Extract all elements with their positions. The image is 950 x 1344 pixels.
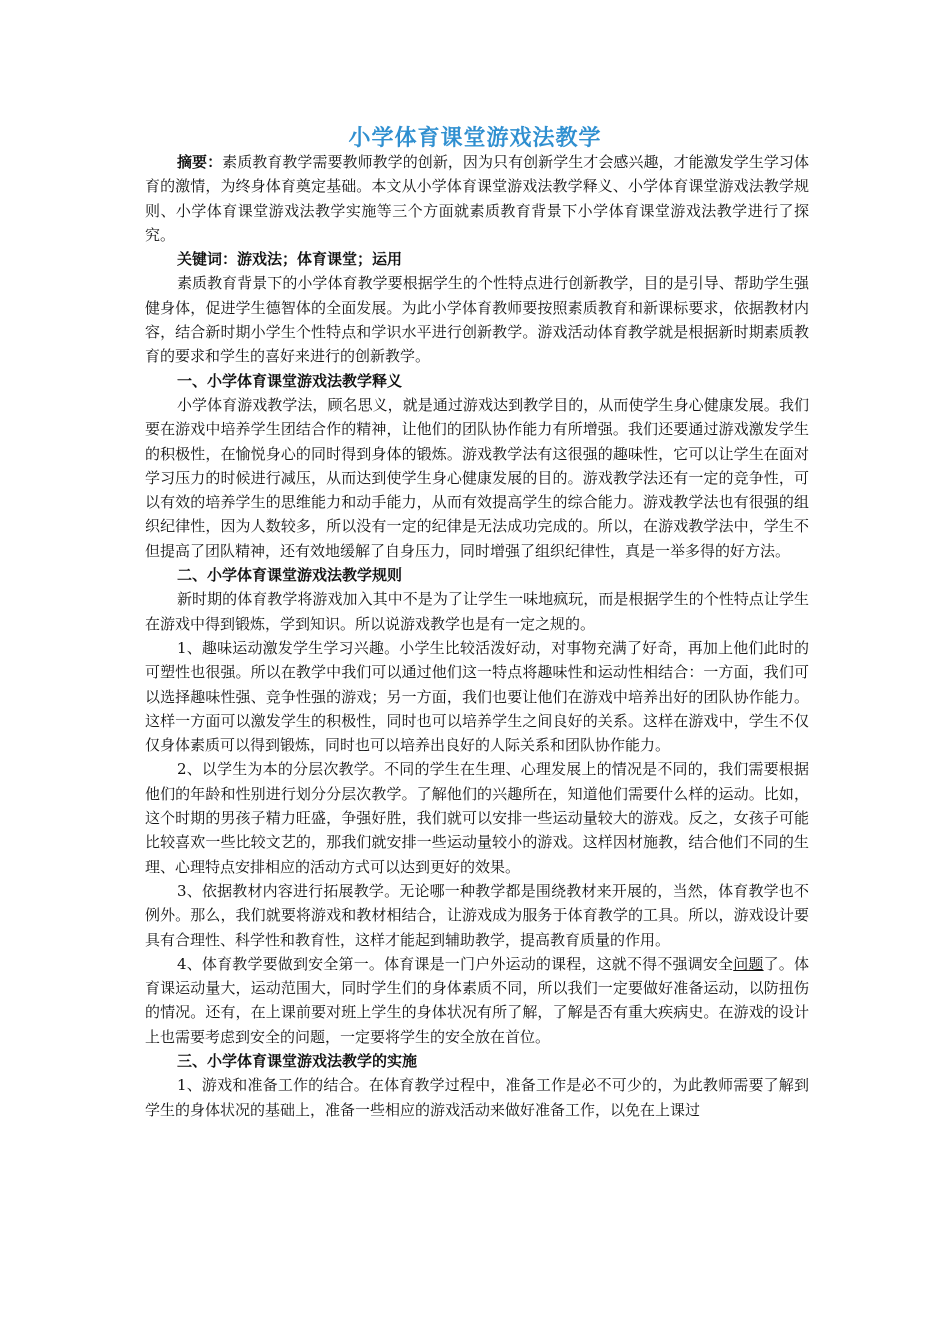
section3-heading: 三、小学体育课堂游戏法教学的实施 — [177, 1051, 418, 1070]
keywords-text: 游戏法；体育课堂；运用 — [237, 250, 403, 269]
abstract-label: 摘要： — [177, 153, 223, 171]
section2-intro-paragraph: 新时期的体育教学将游戏加入其中不是为了让学生一味地疯玩，而是根据学生的个性特点让学生在游戏中得到锻炼，学到知识。所以说游戏教学也是有一定之规的。 — [145, 590, 809, 633]
section2-item3-paragraph: 3、依据教材内容进行拓展教学。无论哪一种教学都是围绕教材来开展的，当然，体育教学也不例外。那么，我们就要将游戏和教材相结合，让游戏成为服务于体育教学的工具。所以，游戏设计要具有合理性、科学性和教育性，这样才能起到辅助教学，提高教育质量的作用。 — [145, 881, 809, 949]
item4-text-before: 4、体育教学要做到安全第一。体育课是一门户外运动的课程，这就不得不强调安全 — [177, 954, 734, 973]
section3-item1-paragraph: 1、游戏和准备工作的结合。在体育教学过程中，准备工作是必不可少的，为此教师需要了解到学生的身体状况的基础上，准备一些相应的游戏活动来做好准备工作，以免在上课过 — [145, 1076, 809, 1119]
item4-text-after: 了。体育课运动量大，运动范围大，同时学生们的身体素质不同，所以我们一定要做好准备运动，以防扭伤的情况。还有，在上课前要对班上学生的身体状况有所了解，了解是否有重大疾病史。在游戏的设计上也需要考虑到安全的问题，一定要将学生的安全放在首位。 — [145, 954, 809, 1046]
item4-underlined-link[interactable]: 问题 — [733, 954, 764, 973]
section1-heading: 一、小学体育课堂游戏法教学释义 — [177, 371, 403, 390]
keywords-paragraph — [145, 247, 809, 271]
section2-item2-paragraph: 2、以学生为本的分层次教学。不同的学生在生理、心理发展上的情况是不同的，我们需要根据他们的年龄和性别进行划分分层次教学。了解他们的兴趣所在，知道他们需要什么样的运动。比如，这个时期的男孩子精力旺盛，争强好胜，我们就可以安排一些运动量较大的游戏。反之，女孩子可能比较喜欢一些比较文艺的，那我们就安排一些运动量较小的游戏。这样因材施教，结合他们不同的生理、心理特点安排相应的活动方式可以达到更好的效果。 — [145, 760, 809, 876]
abstract-paragraph — [145, 150, 809, 247]
document-body — [145, 150, 809, 1122]
keywords-label: 关键词： — [177, 250, 238, 269]
intro-paragraph: 素质教育背景下的小学体育教学要根据学生的个性特点进行创新教学，目的是引导、帮助学生强健身体，促进学生德智体的全面发展。为此小学体育教师要按照素质教育和新课标要求，依据教材内容，结合新时期小学生个性特点和学识水平进行创新教学。游戏活动体育教学就是根据新时期素质教育的要求和学生的喜好来进行的创新教学。 — [145, 274, 809, 366]
section1-paragraph: 小学体育游戏教学法，顾名思义，就是通过游戏达到教学目的，从而使学生身心健康发展。我们要在游戏中培养学生团结合作的精神，让他们的团队协作能力有所增强。我们还要通过游戏激发学生的积极性，在愉悦身心的同时得到身体的锻炼。游戏教学法有这很强的趣味性，它可以让学生在面对学习压力的时候进行减压，从而达到使学生身心健康发展的目的。游戏教学法还有一定的竞争性，可以有效的培养学生的思维能力和动手能力，从而有效提高学生的综合能力。游戏教学法也有很强的组织纪律性，因为人数较多，所以没有一定的纪律是无法成功完成的。所以，在游戏教学法中，学生不但提高了团队精神，还有效地缓解了自身压力，同时增强了组织纪律性，真是一举多得的好方法。 — [145, 395, 809, 560]
section2-item4-paragraph — [145, 952, 809, 1049]
section2-heading: 二、小学体育课堂游戏法教学规则 — [177, 566, 403, 585]
section2-item1-paragraph: 1、趣味运动激发学生学习兴趣。小学生比较活泼好动，对事物充满了好奇，再加上他们此时的可塑性也很强。所以在教学中我们可以通过他们这一特点将趣味性和运动性相结合：一方面，我们可以选择趣味性强、竞争性强的游戏；另一方面，我们也要让他们在游戏中培养出好的团队协作能力。这样一方面可以激发学生的积极性，同时也可以培养学生之间良好的关系。这样在游戏中，学生不仅仅身体素质可以得到锻炼，同时也可以培养出良好的人际关系和团队协作能力。 — [145, 638, 809, 755]
document-title: 小学体育课堂游戏法教学 — [348, 126, 602, 151]
abstract-text: 素质教育教学需要教师教学的创新，因为只有创新学生才会感兴趣，才能激发学生学习体育的激情，为终身体育奠定基础。本文从小学体育课堂游戏法教学释义、小学体育课堂游戏法教学规则、小学体育课堂游戏法教学实施等三个方面就素质教育背景下小学体育课堂游戏法教学进行了探究。 — [145, 153, 809, 244]
